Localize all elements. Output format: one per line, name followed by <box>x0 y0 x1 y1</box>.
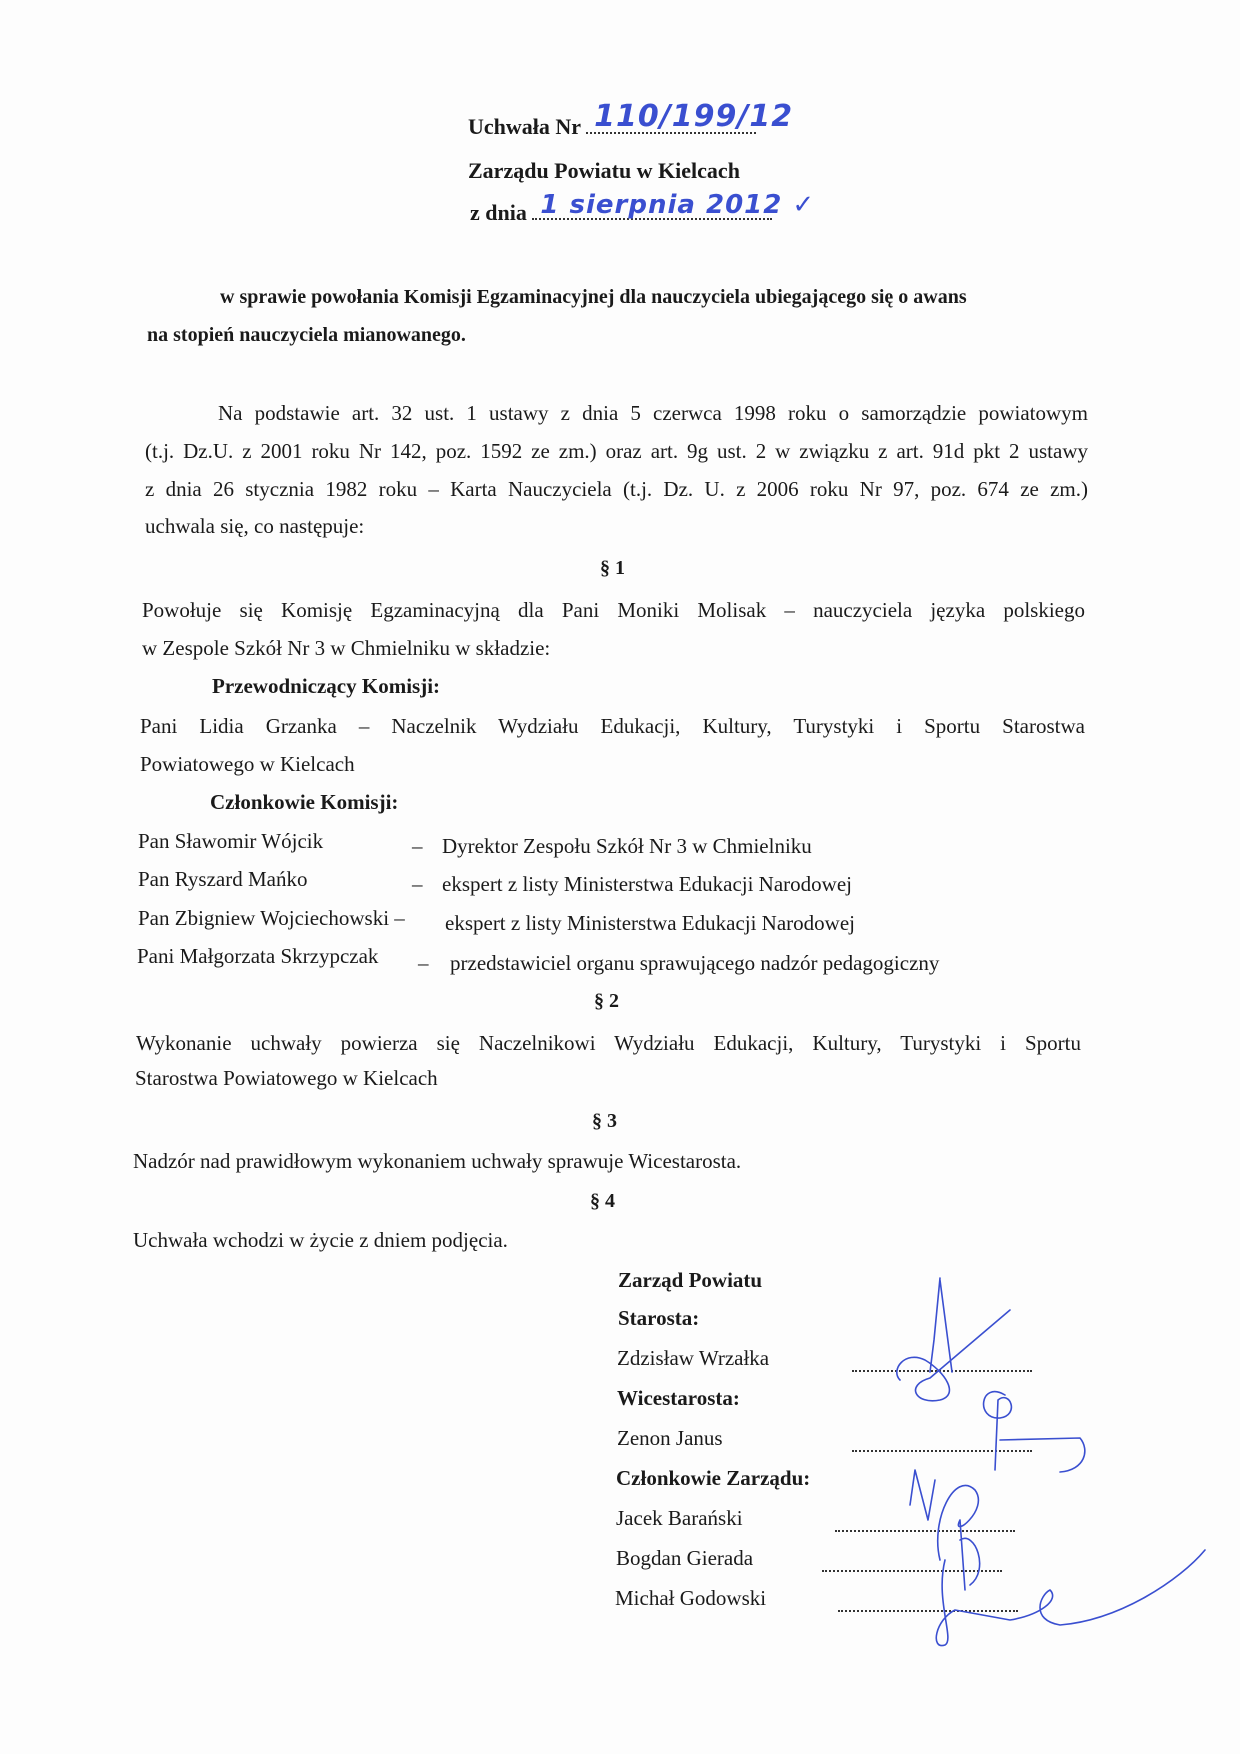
section-1-heading: § 1 <box>600 557 625 579</box>
starosta-label: Starosta: <box>618 1306 700 1330</box>
member-1-dash: – <box>412 834 423 858</box>
section-4-line-1: Uchwała wchodzi w życie z dniem podjęcia. <box>133 1228 508 1252</box>
resolution-number-handwritten: 110/199/12 <box>594 99 794 134</box>
member-4-role: przedstawiciel organu sprawującego nadzór pedagogiczny <box>450 951 940 975</box>
member-1-name: Pan Sławomir Wójcik <box>138 829 324 853</box>
chair-heading: Przewodniczący Komisji: <box>212 674 441 698</box>
member-2-dash: – <box>412 872 423 896</box>
starosta-name: Zdzisław Wrzałka <box>617 1346 770 1370</box>
wicestarosta-signature <box>984 1392 1085 1472</box>
board-member-3-name: Michał Godowski <box>615 1586 767 1610</box>
preamble-line-2: (t.j. Dz.U. z 2001 roku Nr 142, poz. 1592 ze zm.) oraz art. 9g ust. 2 w związku z art. 91d pkt 2 ustawy <box>145 439 1088 463</box>
member-3-name: Pan Zbigniew Wojciechowski – <box>138 906 405 930</box>
section-2-line-2: Starostwa Powiatowego w Kielcach <box>135 1066 438 1090</box>
section-1-line-1: Powołuje się Komisję Egzaminacyjną dla Pani Moniki Molisak – nauczyciela języka polskiego <box>142 598 1085 622</box>
subject-line-1: w sprawie powołania Komisji Egzaminacyjnej dla nauczyciela ubiegającego się o awans <box>220 286 967 308</box>
resolution-number-prefix: Uchwała Nr <box>468 114 581 139</box>
date-prefix: z dnia <box>470 200 527 225</box>
date-handwritten: 1 sierpnia 2012 ✓ <box>540 190 816 220</box>
preamble-line-1: Na podstawie art. 32 ust. 1 ustawy z dnia 5 czerwca 1998 roku o samorządzie powiatowym <box>218 401 1088 425</box>
member-2-role: ekspert z listy Ministerstwa Edukacji Narodowej <box>442 872 852 896</box>
subject-line-2: na stopień nauczyciela mianowanego. <box>147 324 466 346</box>
chair-line-2: Powiatowego w Kielcach <box>140 752 355 776</box>
board-members-signature <box>910 1470 1205 1646</box>
board-members-label: Członkowie Zarządu: <box>616 1466 811 1490</box>
board-member-1-name: Jacek Barański <box>616 1506 743 1530</box>
board-title: Zarząd Powiatu <box>618 1268 763 1292</box>
preamble-line-3: z dnia 26 stycznia 1982 roku – Karta Nauczyciela (t.j. Dz. U. z 2006 roku Nr 97, poz. 674 ze zm.) <box>145 477 1088 501</box>
issuing-body: Zarządu Powiatu w Kielcach <box>468 158 740 183</box>
member-2-name: Pan Ryszard Mańko <box>138 867 308 891</box>
section-3-heading: § 3 <box>592 1110 617 1132</box>
wicestarosta-name: Zenon Janus <box>617 1426 723 1450</box>
section-1-line-2: w Zespole Szkół Nr 3 w Chmielniku w składzie: <box>142 636 551 660</box>
member-1-role: Dyrektor Zespołu Szkół Nr 3 w Chmielniku <box>442 834 812 858</box>
starosta-signature <box>897 1278 1010 1401</box>
members-heading: Członkowie Komisji: <box>210 790 399 814</box>
section-3-line-1: Nadzór nad prawidłowym wykonaniem uchwały sprawuje Wicestarosta. <box>133 1149 742 1173</box>
preamble-line-4: uchwala się, co następuje: <box>145 514 365 538</box>
member-4-dash: – <box>418 951 429 975</box>
section-4-heading: § 4 <box>590 1190 615 1212</box>
section-2-line-1: Wykonanie uchwały powierza się Naczelnikowi Wydziału Edukacji, Kultury, Turystyki i Sportu <box>136 1031 1081 1055</box>
member-4-name: Pani Małgorzata Skrzypczak <box>137 944 379 968</box>
chair-line-1: Pani Lidia Grzanka – Naczelnik Wydziału Edukacji, Kultury, Turystyki i Sportu Starostwa <box>140 714 1085 738</box>
board-member-2-name: Bogdan Gierada <box>616 1546 754 1570</box>
wicestarosta-label: Wicestarosta: <box>617 1386 740 1410</box>
member-3-role: ekspert z listy Ministerstwa Edukacji Narodowej <box>445 911 855 935</box>
section-2-heading: § 2 <box>594 990 619 1012</box>
